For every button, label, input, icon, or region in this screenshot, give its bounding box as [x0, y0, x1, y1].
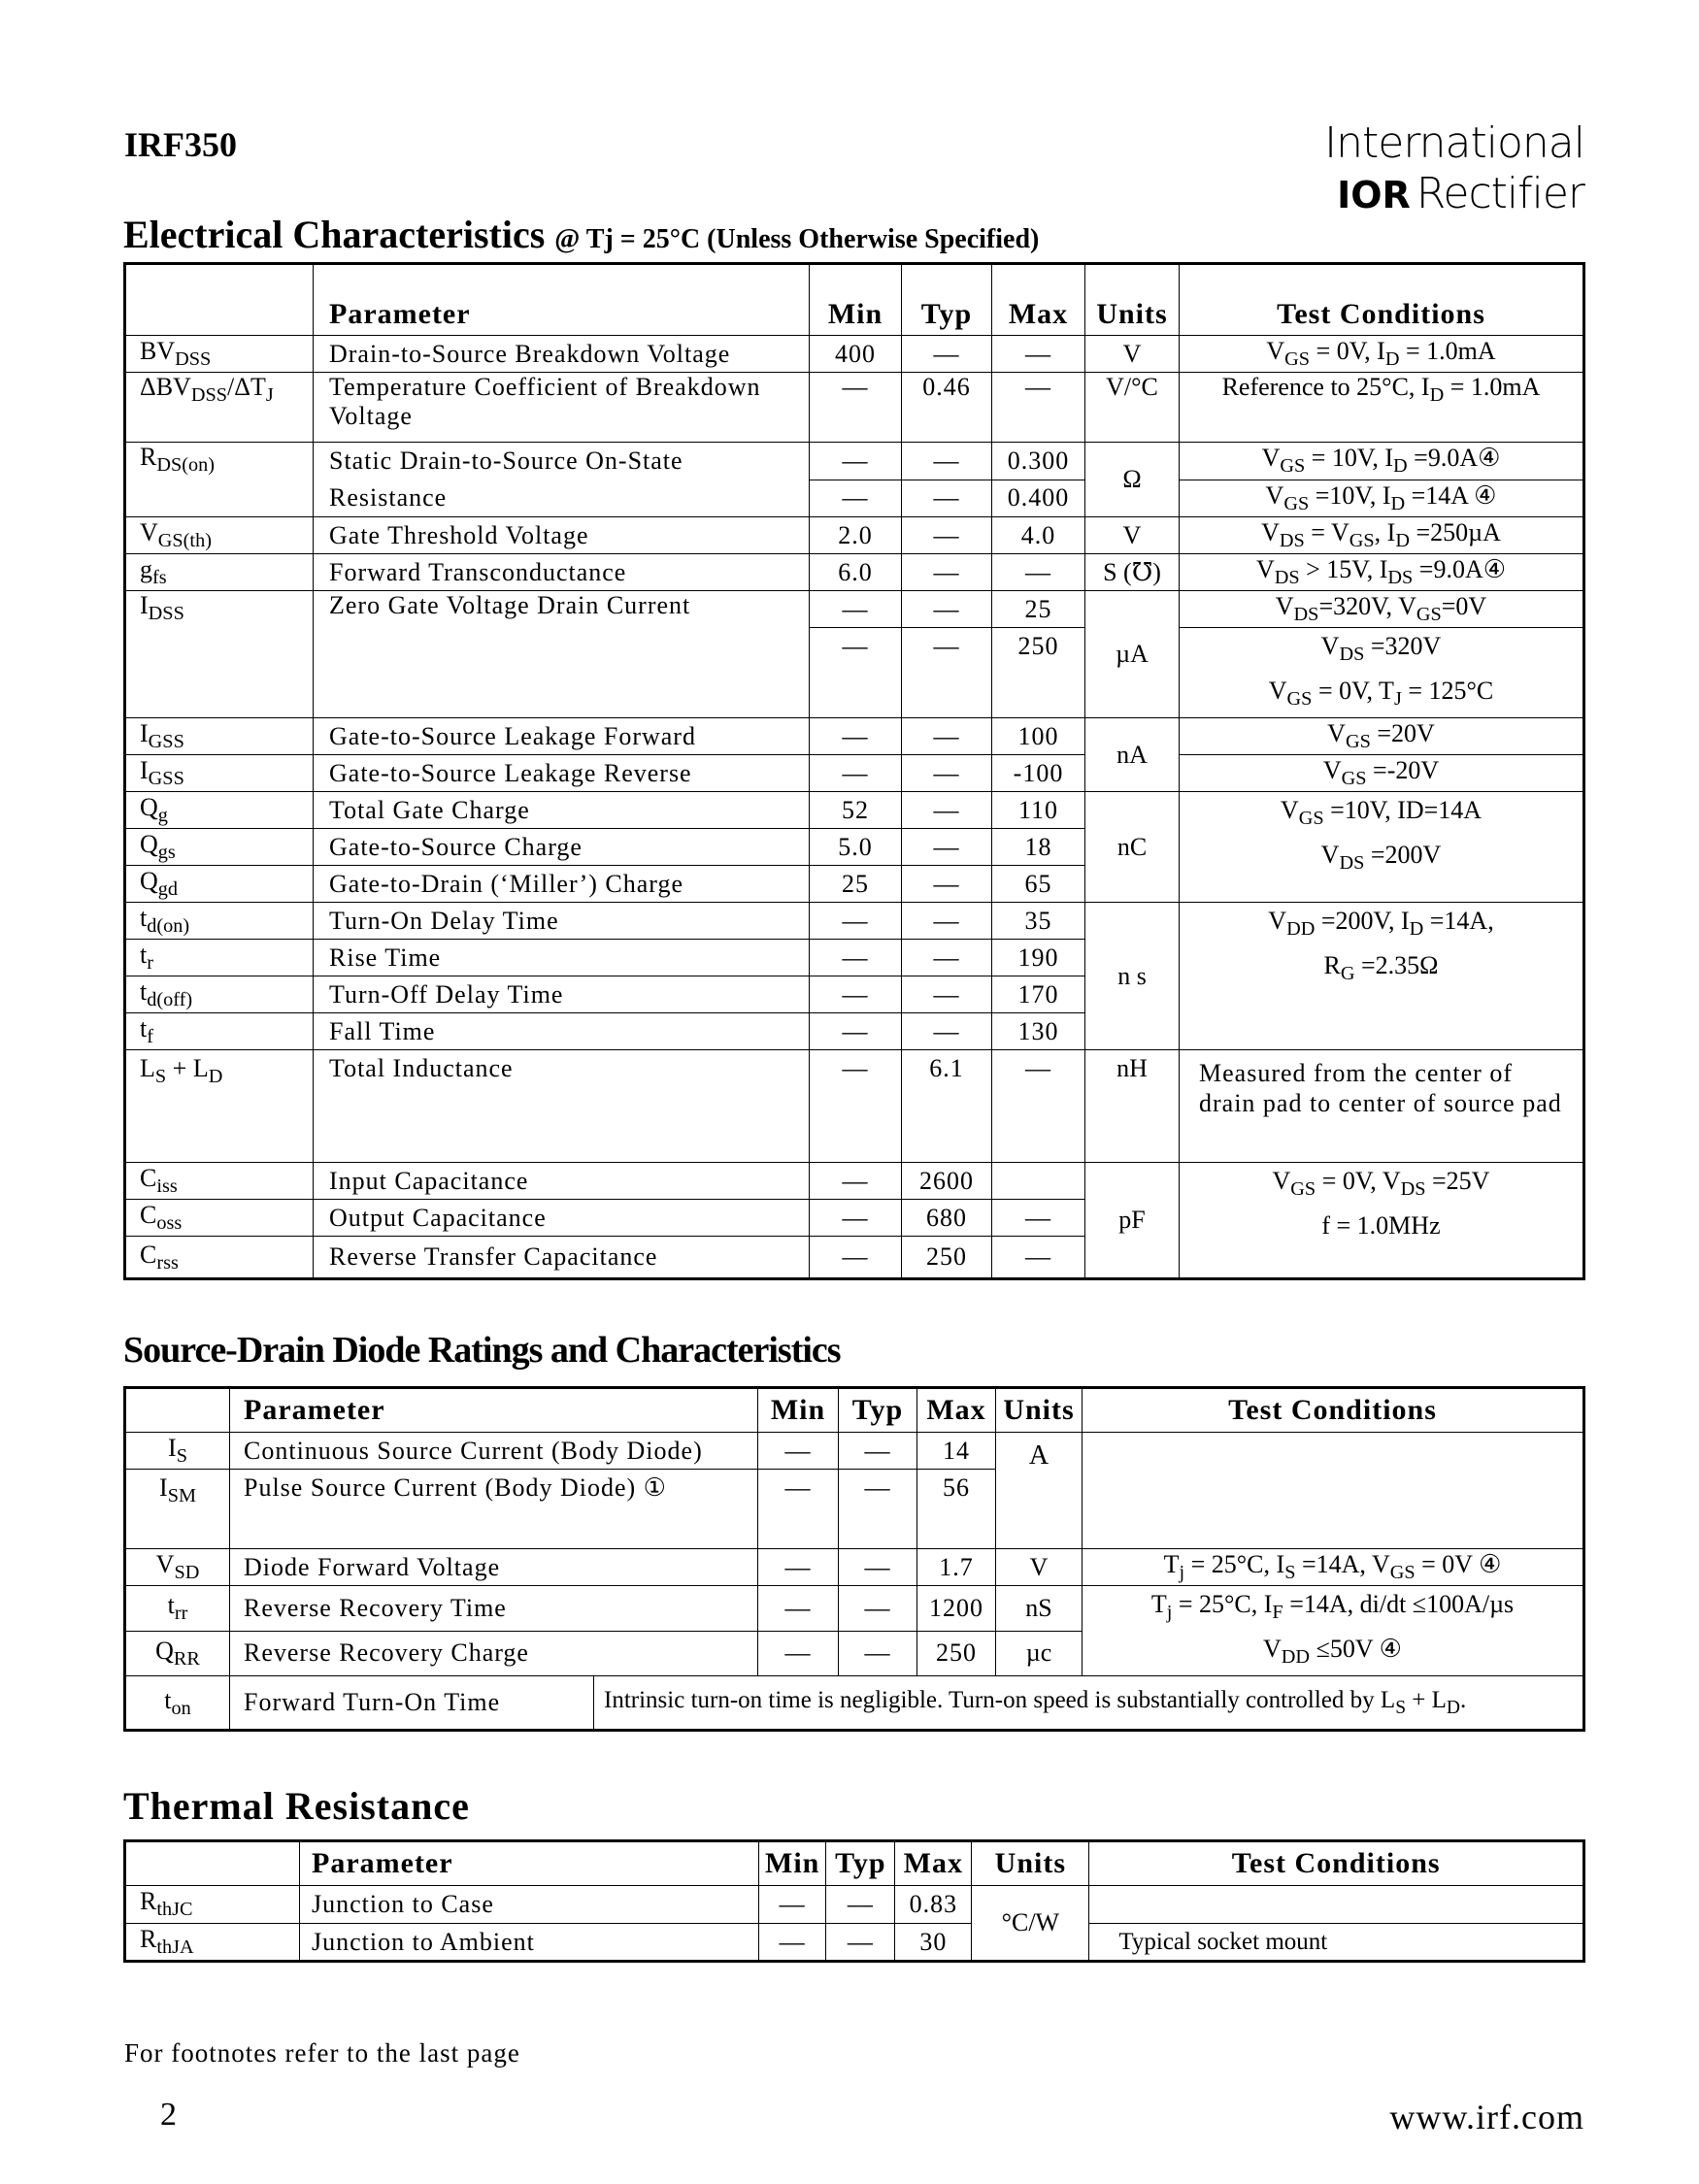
header-parameter: Parameter	[230, 1388, 758, 1433]
electrical-subtitle: @ Tj = 25°C (Unless Otherwise Specified)	[554, 224, 1040, 254]
source-drain-diode-table	[123, 1386, 1585, 1732]
logo-rectifier	[1337, 169, 1584, 218]
typ-value: —	[902, 591, 992, 628]
units: n s	[1085, 903, 1180, 1050]
header-typ: Typ	[839, 1388, 917, 1433]
max-value: 30	[895, 1924, 972, 1962]
header-max: Max	[992, 264, 1085, 336]
typ-value: —	[902, 1013, 992, 1050]
parameter: Reverse Recovery Charge	[230, 1631, 758, 1676]
typ-value: 250	[902, 1237, 992, 1279]
units: V	[1085, 336, 1180, 373]
table-row	[125, 1676, 1584, 1731]
symbol: $I_S$	[125, 1433, 230, 1470]
header-units: Units	[996, 1388, 1083, 1433]
min-value: —	[810, 903, 902, 940]
symbol: $C_{iss}$	[125, 1163, 314, 1200]
max-value: 190	[992, 940, 1085, 976]
diode-section-title: Source-Drain Diode Ratings and Characteristics	[123, 1330, 841, 1371]
table-row	[125, 591, 1584, 628]
symbol: $V_{SD}$	[125, 1549, 230, 1586]
test-condition: $V_{DS} > 15V$, $I_{DS}$ =9.0A④	[1180, 554, 1584, 591]
units: V/°C	[1085, 373, 1180, 443]
max-value: 14	[917, 1433, 996, 1470]
symbol: $R_{thJC}$	[125, 1886, 300, 1924]
max-value: 65	[992, 866, 1085, 903]
parameter: Continuous Source Current (Body Diode)	[230, 1433, 758, 1470]
typ-value: —	[839, 1586, 917, 1632]
max-value: —	[992, 1200, 1085, 1237]
header-test-conditions: Test Conditions	[1180, 264, 1584, 336]
min-value: —	[810, 976, 902, 1013]
typ-value: —	[902, 480, 992, 517]
units: nC	[1085, 792, 1180, 903]
table-row	[125, 1886, 1584, 1924]
typ-value: —	[902, 443, 992, 480]
symbol: $BV_{DSS}$	[125, 336, 314, 373]
electrical-section-title	[123, 212, 1039, 257]
header-symbol	[125, 1388, 230, 1433]
max-value: —	[992, 1237, 1085, 1279]
symbol: $\Delta BV_{DSS}/\Delta T_J$	[125, 373, 314, 443]
symbol: $t_{d(off)}$	[125, 976, 314, 1013]
test-condition: Measured from the center of drain pad to center of source pad	[1180, 1050, 1584, 1163]
header-test-conditions: Test Conditions	[1083, 1388, 1584, 1433]
symbol: $Q_{gd}$	[125, 866, 314, 903]
min-value: 400	[810, 336, 902, 373]
symbol: $t_{d(on)}$	[125, 903, 314, 940]
units: °C/W	[972, 1886, 1089, 1962]
min-value: —	[810, 1237, 902, 1279]
max-value: —	[992, 554, 1085, 591]
max-value: —	[992, 1050, 1085, 1163]
min-value: —	[810, 1200, 902, 1237]
parameter: Pulse Source Current (Body Diode) ①	[230, 1470, 758, 1549]
table-row	[125, 1050, 1584, 1163]
table-row	[125, 1163, 1584, 1200]
typ-value: —	[902, 628, 992, 718]
symbol: $R_{DS(on)}$	[125, 443, 314, 517]
parameter: Junction to Ambient	[300, 1924, 759, 1962]
typ-value: —	[902, 903, 992, 940]
max-value	[992, 1163, 1085, 1200]
typ-value: —	[839, 1631, 917, 1676]
typ-value: —	[826, 1886, 895, 1924]
table-header-row	[125, 1841, 1584, 1886]
test-condition: $V_{GS} = 0V$, $I_D = 1.0mA$	[1180, 336, 1584, 373]
test-condition: $V_{DS} = V_{GS}$, $I_D =250\mu A$	[1180, 517, 1584, 554]
min-value: 6.0	[810, 554, 902, 591]
table-header-row	[125, 264, 1584, 336]
parameter: Zero Gate Voltage Drain Current	[314, 591, 810, 718]
electrical-title-text: Electrical Characteristics	[123, 213, 546, 256]
table-row	[125, 718, 1584, 755]
test-condition: $V_{DD} =200V$, $I_D =14A$, $R_G =2.35\Omega$	[1180, 903, 1584, 1050]
typ-value: —	[902, 718, 992, 755]
symbol: $C_{oss}$	[125, 1200, 314, 1237]
symbol: $Q_{gs}$	[125, 829, 314, 866]
parameter: Gate-to-Source Leakage Forward	[314, 718, 810, 755]
test-condition: $V_{GS} =10V$, $I_D =14A$ ④	[1180, 480, 1584, 517]
units: µc	[996, 1631, 1083, 1676]
parameter: Rise Time	[314, 940, 810, 976]
units: V	[1085, 517, 1180, 554]
test-condition: $V_{DS} =320V$ $V_{GS} = 0V$, $T_J = 125^\circ C$	[1180, 628, 1584, 718]
units: nA	[1085, 718, 1180, 792]
parameter: Reverse Transfer Capacitance	[314, 1237, 810, 1279]
max-value: —	[992, 336, 1085, 373]
table-row	[125, 554, 1584, 591]
symbol: $t_f$	[125, 1013, 314, 1050]
min-value: —	[810, 755, 902, 792]
max-value: —	[992, 373, 1085, 443]
min-value: —	[810, 940, 902, 976]
parameter: Input Capacitance	[314, 1163, 810, 1200]
symbol: $L_S + L_D$	[125, 1050, 314, 1163]
header-typ: Typ	[902, 264, 992, 336]
table-row	[125, 1433, 1584, 1470]
symbol: $I_{GSS}$	[125, 755, 314, 792]
parameter: Gate-to-Drain (‘Miller’) Charge	[314, 866, 810, 903]
symbol: $C_{rss}$	[125, 1237, 314, 1279]
typ-value: —	[902, 792, 992, 829]
test-condition: $V_{GS} = 0V$, $V_{DS} =25V$ f = 1.0MHz	[1180, 1163, 1584, 1279]
min-value: —	[810, 591, 902, 628]
min-value: —	[810, 373, 902, 443]
min-value: —	[810, 1050, 902, 1163]
table-row	[125, 517, 1584, 554]
max-value: -100	[992, 755, 1085, 792]
header-min: Min	[759, 1841, 826, 1886]
table-row	[125, 373, 1584, 443]
symbol: $I_{DSS}$	[125, 591, 314, 718]
symbol: $t_r$	[125, 940, 314, 976]
max-value: 0.83	[895, 1886, 972, 1924]
table-row	[125, 336, 1584, 373]
thermal-section-title: Thermal Resistance	[123, 1784, 470, 1828]
parameter: Turn-Off Delay Time	[314, 976, 810, 1013]
parameter: Gate-to-Source Charge	[314, 829, 810, 866]
symbol: $Q_{RR}$	[125, 1631, 230, 1676]
min-value: —	[810, 1013, 902, 1050]
units: µA	[1085, 591, 1180, 718]
parameter: Gate Threshold Voltage	[314, 517, 810, 554]
parameter: Forward Turn-On Time	[230, 1676, 594, 1731]
typ-value: —	[839, 1549, 917, 1586]
typ-value: 0.46	[902, 373, 992, 443]
min-value: —	[758, 1549, 839, 1586]
table-row	[125, 903, 1584, 940]
min-value: —	[758, 1433, 839, 1470]
header-symbol	[125, 1841, 300, 1886]
table-row	[125, 443, 1584, 480]
min-value: 2.0	[810, 517, 902, 554]
page-number: 2	[160, 2097, 177, 2133]
parameter: Diode Forward Voltage	[230, 1549, 758, 1586]
max-value: 25	[992, 591, 1085, 628]
typ-value: 6.1	[902, 1050, 992, 1163]
typ-value: —	[826, 1924, 895, 1962]
test-condition: Typical socket mount	[1089, 1924, 1584, 1962]
test-condition: $V_{GS} =-20V$	[1180, 755, 1584, 792]
header-parameter: Parameter	[300, 1841, 759, 1886]
test-condition: $V_{GS} =10V$, ID=14A $V_{DS} =200V$	[1180, 792, 1584, 903]
header-max: Max	[917, 1388, 996, 1433]
max-value: 110	[992, 792, 1085, 829]
max-value: 35	[992, 903, 1085, 940]
max-value: 4.0	[992, 517, 1085, 554]
table-header-row	[125, 1388, 1584, 1433]
table-row	[125, 1586, 1584, 1632]
table-row	[125, 1549, 1584, 1586]
max-value: 130	[992, 1013, 1085, 1050]
typ-value: —	[902, 554, 992, 591]
test-condition: Reference to 25°C, $I_D = 1.0mA$	[1180, 373, 1584, 443]
symbol: $g_{fs}$	[125, 554, 314, 591]
max-value: 0.400	[992, 480, 1085, 517]
header-units: Units	[1085, 264, 1180, 336]
min-value: —	[810, 628, 902, 718]
parameter: Temperature Coefficient of Breakdown Voltage	[314, 373, 810, 443]
symbol: $I_{GSS}$	[125, 718, 314, 755]
parameter: Drain-to-Source Breakdown Voltage	[314, 336, 810, 373]
parameter: Total Gate Charge	[314, 792, 810, 829]
units: Ω	[1085, 443, 1180, 517]
header-typ: Typ	[826, 1841, 895, 1886]
min-value: —	[810, 480, 902, 517]
header-symbol	[125, 264, 314, 336]
thermal-resistance-table	[123, 1839, 1585, 1963]
part-number: IRF350	[124, 125, 237, 164]
min-value: —	[759, 1886, 826, 1924]
max-value: 18	[992, 829, 1085, 866]
ior-logo-mark: IOR	[1337, 174, 1411, 216]
typ-value: —	[839, 1470, 917, 1549]
table-row	[125, 755, 1584, 792]
max-value: 56	[917, 1470, 996, 1549]
parameter: Reverse Recovery Time	[230, 1586, 758, 1632]
max-value: 1200	[917, 1586, 996, 1632]
header-max: Max	[895, 1841, 972, 1886]
min-value: 5.0	[810, 829, 902, 866]
test-condition	[1083, 1433, 1584, 1549]
test-condition: $V_{GS} =20V$	[1180, 718, 1584, 755]
test-condition: $V_{GS} = 10V$, $I_D$ =9.0A④	[1180, 443, 1584, 480]
header-units: Units	[972, 1841, 1089, 1886]
typ-value: —	[902, 866, 992, 903]
typ-value: —	[902, 755, 992, 792]
electrical-characteristics-table	[123, 262, 1585, 1280]
max-value: 250	[992, 628, 1085, 718]
min-value: —	[758, 1586, 839, 1632]
min-value: —	[810, 1163, 902, 1200]
test-condition: $T_j = 25^\circ C$, $I_F =14A$, di/dt ≤100A/µs $V_{DD} \le 50V$ ④	[1083, 1586, 1584, 1676]
website-link[interactable]: www.irf.com	[1389, 2098, 1584, 2136]
units: nH	[1085, 1050, 1180, 1163]
symbol: $t_{rr}$	[125, 1586, 230, 1632]
max-value: 100	[992, 718, 1085, 755]
typ-value: —	[839, 1433, 917, 1470]
min-value: —	[758, 1470, 839, 1549]
header-min: Min	[810, 264, 902, 336]
max-value: 1.7	[917, 1549, 996, 1586]
min-value: —	[810, 718, 902, 755]
max-value: 250	[917, 1631, 996, 1676]
logo-rectifier-text: Rectifier	[1416, 169, 1584, 218]
typ-value: —	[902, 829, 992, 866]
min-value: 52	[810, 792, 902, 829]
symbol: $t_{on}$	[125, 1676, 230, 1731]
test-condition: $T_j = 25^\circ C$, $I_S =14A$, $V_{GS} = 0V$ ④	[1083, 1549, 1584, 1586]
header-min: Min	[758, 1388, 839, 1433]
test-condition	[1089, 1886, 1584, 1924]
typ-value: —	[902, 517, 992, 554]
max-value: 0.300	[992, 443, 1085, 480]
min-value: —	[758, 1631, 839, 1676]
units: V	[996, 1549, 1083, 1586]
parameter: Output Capacitance	[314, 1200, 810, 1237]
parameter: Static Drain-to-Source On-State Resistance	[314, 443, 810, 517]
parameter: Turn-On Delay Time	[314, 903, 810, 940]
symbol: $R_{thJA}$	[125, 1924, 300, 1962]
max-value: 170	[992, 976, 1085, 1013]
min-value: —	[810, 443, 902, 480]
min-value: 25	[810, 866, 902, 903]
typ-value: 680	[902, 1200, 992, 1237]
logo-international: International	[1324, 118, 1584, 168]
symbol: $I_{SM}$	[125, 1470, 230, 1549]
parameter: Junction to Case	[300, 1886, 759, 1924]
table-row	[125, 792, 1584, 829]
symbol: $V_{GS(th)}$	[125, 517, 314, 554]
parameter: Forward Transconductance	[314, 554, 810, 591]
units: S (℧)	[1085, 554, 1180, 591]
header-test-conditions: Test Conditions	[1089, 1841, 1584, 1886]
typ-value: —	[902, 940, 992, 976]
units: nS	[996, 1586, 1083, 1632]
symbol: $Q_g$	[125, 792, 314, 829]
parameter: Fall Time	[314, 1013, 810, 1050]
min-value: —	[759, 1924, 826, 1962]
typ-value: —	[902, 336, 992, 373]
units: pF	[1085, 1163, 1180, 1279]
header-parameter: Parameter	[314, 264, 810, 336]
test-condition: $V_{DS}=320V$, $V_{GS}=0V$	[1180, 591, 1584, 628]
table-row	[125, 1924, 1584, 1962]
units: A	[996, 1433, 1083, 1549]
parameter: Total Inductance	[314, 1050, 810, 1163]
parameter: Gate-to-Source Leakage Reverse	[314, 755, 810, 792]
typ-value: —	[902, 976, 992, 1013]
typ-value: 2600	[902, 1163, 992, 1200]
footnote: For footnotes refer to the last page	[124, 2038, 520, 2068]
turn-on-note: Intrinsic turn-on time is negligible. Turn-on speed is substantially controlled by $L_S + L_D$.	[594, 1676, 1584, 1731]
